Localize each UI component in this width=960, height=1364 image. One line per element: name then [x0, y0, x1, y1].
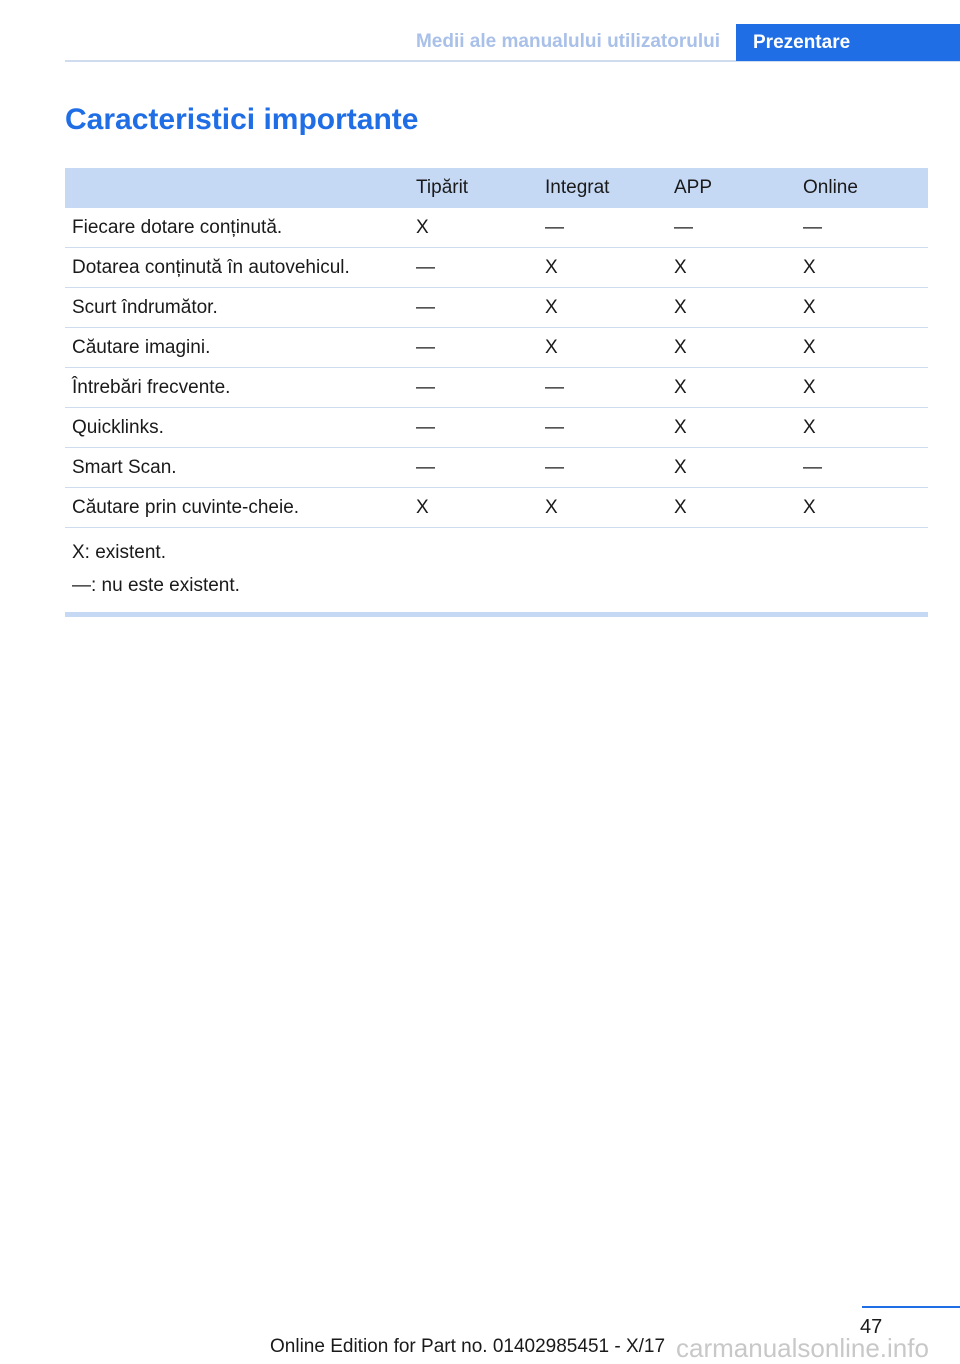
- feature-name: Întrebări frecvente.: [65, 368, 409, 408]
- cell-integrated: —: [538, 368, 667, 408]
- cell-app: X: [667, 408, 796, 448]
- cell-integrated: X: [538, 288, 667, 328]
- cell-online: X: [796, 288, 928, 328]
- cell-printed: —: [409, 448, 538, 488]
- table-row: [65, 248, 928, 288]
- cell-app: —: [667, 208, 796, 248]
- column-header-app: APP: [667, 168, 796, 208]
- cell-integrated: —: [538, 408, 667, 448]
- cell-app: X: [667, 288, 796, 328]
- cell-printed: —: [409, 408, 538, 448]
- features-table: [65, 168, 928, 617]
- feature-name: Smart Scan.: [65, 448, 409, 488]
- column-header: [65, 168, 409, 208]
- cell-online: X: [796, 368, 928, 408]
- feature-name: Căutare prin cuvinte-cheie.: [65, 488, 409, 528]
- cell-integrated: —: [538, 448, 667, 488]
- cell-online: X: [796, 488, 928, 528]
- cell-app: X: [667, 448, 796, 488]
- header-section-title: Medii ale manualului utilizatorului: [415, 31, 720, 52]
- feature-name: Căutare imagini.: [65, 328, 409, 368]
- footer-edition-text: Online Edition for Part no. 01402985451 - X/17: [270, 1336, 666, 1357]
- feature-name: Dotarea conținută în autovehicul.: [65, 248, 409, 288]
- table-row: [65, 488, 928, 528]
- legend-not-existent: —: nu este existent.: [72, 575, 240, 596]
- cell-online: —: [796, 208, 928, 248]
- cell-online: X: [796, 408, 928, 448]
- header-chapter-tab: Prezentare: [736, 24, 960, 61]
- table-header-row: [65, 168, 928, 208]
- page-number-rule: [862, 1306, 960, 1308]
- table-row: [65, 448, 928, 488]
- feature-name: Scurt îndrumător.: [65, 288, 409, 328]
- column-header-printed: Tipărit: [409, 168, 538, 208]
- cell-integrated: —: [538, 208, 667, 248]
- cell-app: X: [667, 488, 796, 528]
- cell-integrated: X: [538, 328, 667, 368]
- column-header-integrated: Integrat: [538, 168, 667, 208]
- cell-printed: —: [409, 368, 538, 408]
- feature-name: Quicklinks.: [65, 408, 409, 448]
- cell-online: X: [796, 248, 928, 288]
- table-row: [65, 368, 928, 408]
- table-row: [65, 208, 928, 248]
- page-number: 47: [860, 1316, 883, 1338]
- cell-app: X: [667, 368, 796, 408]
- cell-printed: —: [409, 248, 538, 288]
- page-title: Caracteristici importante: [65, 103, 419, 136]
- cell-integrated: X: [538, 488, 667, 528]
- cell-printed: X: [409, 488, 538, 528]
- column-header-online: Online: [796, 168, 928, 208]
- cell-printed: X: [409, 208, 538, 248]
- cell-integrated: X: [538, 248, 667, 288]
- cell-online: —: [796, 448, 928, 488]
- table-row: [65, 288, 928, 328]
- cell-app: X: [667, 248, 796, 288]
- table-legend-row: [65, 528, 928, 615]
- table-row: [65, 408, 928, 448]
- cell-printed: —: [409, 288, 538, 328]
- cell-online: X: [796, 328, 928, 368]
- table-row: [65, 328, 928, 368]
- cell-app: X: [667, 328, 796, 368]
- table-legend: [65, 528, 928, 615]
- watermark-text: carmanualsonline.info: [676, 1333, 929, 1363]
- legend-existent: X: existent.: [72, 542, 166, 563]
- cell-printed: —: [409, 328, 538, 368]
- feature-name: Fiecare dotare conținută.: [65, 208, 409, 248]
